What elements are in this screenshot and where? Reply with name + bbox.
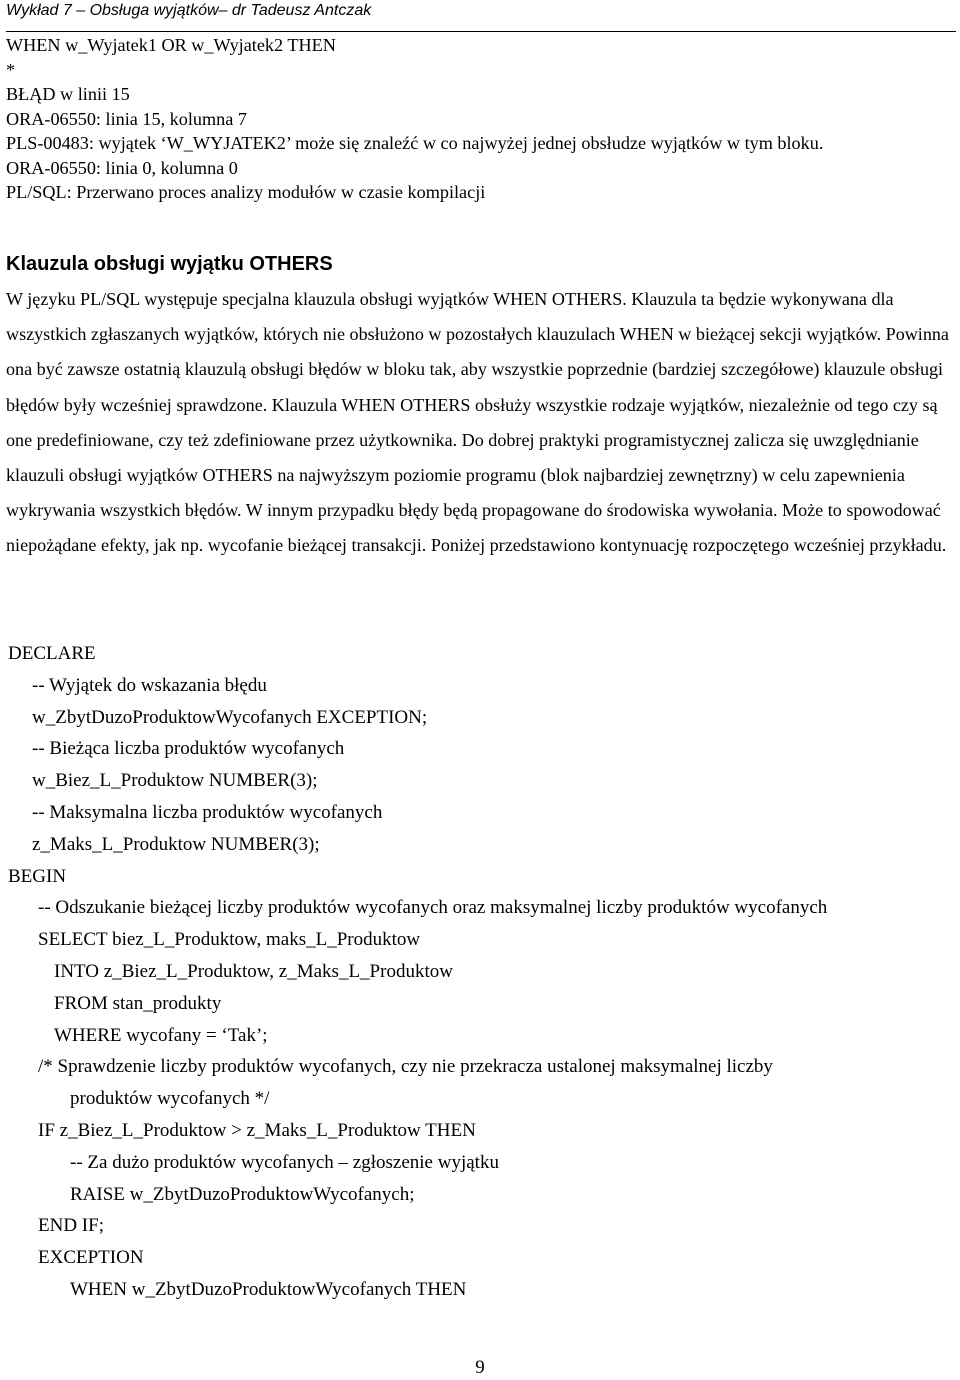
code-line: w_Biez_L_Produktow NUMBER(3); (32, 770, 318, 792)
code-line: INTO z_Biez_L_Produktow, z_Maks_L_Produktow (54, 960, 453, 982)
code-line: z_Maks_L_Produktow NUMBER(3); (32, 833, 320, 855)
code-line: produktów wycofanych */ (70, 1088, 270, 1110)
code-line: BEGIN (8, 865, 67, 887)
section-heading: Klauzula obsługi wyjątku OTHERS (6, 253, 333, 275)
compiler-error-output (6, 33, 946, 205)
body-paragraph: W języku PL/SQL występuje specjalna klauzula obsługi wyjątków WHEN OTHERS. Klauzula ta będzie wykonywana dla wszystkich zgłaszanych wyjątków, których nie obsłużono w pozostałych klauzulach WHEN w bieżącej sekcji wyjątków. Powinna ona być zawsze ostatnią klauzulą obsługi błędów w bloku tak, aby wszystkie poprzednie (bardziej szczegółowe) klauzule obsługi błędów były wcześniej sprawdzone. Klauzula WHEN OTHERS obsłuży wszystkie rodzaje wyjątków, niezależnie od tego czy są one predefiniowane, czy też zdefiniowane przez użytkownika. Do dobrej praktyki programistycznej zalicza się uwzględnianie klauzuli obsługi wyjątków OTHERS na najwyższym poziomie programu (blok najbardziej zewnętrzny) w celu zapewnienia wykrywania wszystkich błędów. W innym przypadku błędy będą propagowane do środowiska wywołania. Może to spowodować niepożądane efekty, jak np. wycofanie bieżącej transakcji. Poniżej przedstawiono kontynuację rozpoczętego wcześniej przykładu. (6, 289, 949, 556)
code-line: FROM stan_produkty (54, 992, 222, 1014)
code-line: w_ZbytDuzoProduktowWycofanych EXCEPTION; (32, 706, 428, 728)
error-line: PLS-00483: wyjątek ‘W_WYJATEK2’ może się znaleźć w co najwyżej jednej obsłudze wyjątków w tym bloku. (6, 133, 824, 153)
error-line: * (6, 59, 16, 80)
code-line: WHEN w_ZbytDuzoProduktowWycofanych THEN (70, 1278, 467, 1300)
code-line: /* Sprawdzenie liczby produktów wycofanych, czy nie przekracza ustalonej maksymalnej liczby (38, 1056, 773, 1078)
code-line: -- Za dużo produktów wycofanych – zgłoszenie wyjątku (70, 1151, 499, 1173)
error-line: WHEN w_Wyjatek1 OR w_Wyjatek2 THEN (6, 35, 336, 55)
error-line: PL/SQL: Przerwano proces analizy modułów w czasie kompilacji (6, 182, 486, 202)
code-line: WHERE wycofany = ‘Tak’; (54, 1024, 268, 1046)
code-line: DECLARE (8, 643, 96, 664)
error-line: ORA-06550: linia 0, kolumna 0 (6, 157, 238, 178)
code-line: RAISE w_ZbytDuzoProduktowWycofanych; (70, 1183, 415, 1205)
code-line: -- Odszukanie bieżącej liczby produktów wycofanych oraz maksymalnej liczby produktów wycofanych (38, 897, 828, 919)
code-line: -- Bieżąca liczba produktów wycofanych (32, 738, 345, 760)
code-line: IF z_Biez_L_Produktow > z_Maks_L_Produktow THEN (38, 1119, 476, 1141)
page-number: 9 (475, 1357, 485, 1378)
code-line: EXCEPTION (38, 1247, 144, 1269)
code-line: END IF; (38, 1215, 104, 1237)
page-header (6, 1, 956, 32)
plsql-code-listing (6, 638, 954, 1306)
code-line: -- Maksymalna liczba produktów wycofanych (32, 801, 383, 823)
header-title: Wykład 7 – Obsługa wyjątków– dr Tadeusz Antczak (6, 2, 372, 19)
error-line: BŁĄD w linii 15 (6, 84, 130, 104)
code-line: -- Wyjątek do wskazania błędu (32, 674, 267, 696)
code-line: SELECT biez_L_Produktow, maks_L_Produktow (38, 929, 421, 951)
error-line: ORA-06550: linia 15, kolumna 7 (6, 108, 247, 129)
